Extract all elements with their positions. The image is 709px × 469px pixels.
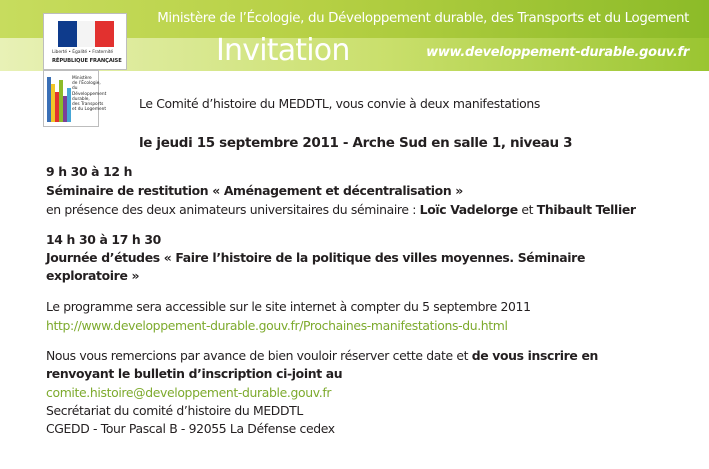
person-vadelorge: Loïc Vadelorge bbox=[419, 202, 518, 217]
email-link[interactable]: comite.histoire@developpement-durable.gouv.fr bbox=[46, 385, 332, 400]
closing-line2: renvoyant le bulletin d’inscription ci-joint au bbox=[46, 366, 343, 381]
event-date: le jeudi 15 septembre 2011 - Arche Sud en salle 1, niveau 3 bbox=[139, 135, 573, 151]
closing-normal: Nous vous remercions par avance de bien vouloir réserver cette date et bbox=[46, 348, 472, 363]
flag-red bbox=[95, 21, 114, 47]
program-link[interactable]: http://www.developpement-durable.gouv.fr/Prochaines-manifestations-du.html bbox=[46, 318, 508, 333]
intro-text: Le Comité d’histoire du MEDDTL, vous convie à deux manifestations bbox=[139, 96, 541, 111]
republique-francaise-logo bbox=[43, 13, 127, 70]
event1-title: Séminaire de restitution « Aménagement et décentralisation » bbox=[46, 183, 463, 198]
presence-conjunction: et bbox=[517, 202, 537, 217]
logo-motto: Liberté • Égalité • Fraternité bbox=[52, 50, 114, 55]
secretariat-text: Secrétariat du comité d’histoire du MEDDTL bbox=[46, 403, 303, 418]
presence-prefix: en présence des deux animateurs universitaires du séminaire : bbox=[46, 202, 420, 217]
ministry-name: Ministère de l’Écologie, du Développement durable, des Transports et du Logement bbox=[157, 11, 689, 26]
closing-line1 bbox=[46, 348, 598, 363]
website-link[interactable]: www.developpement-durable.gouv.fr bbox=[426, 45, 689, 60]
ministry-logo bbox=[43, 70, 107, 127]
page-title: Invitation bbox=[216, 33, 350, 68]
closing-bold: de vous inscrire en bbox=[471, 348, 598, 363]
event1-presence bbox=[46, 202, 636, 217]
logo-republic-name: RÉPUBLIQUE FRANÇAISE bbox=[52, 58, 122, 64]
logo-line: de l’Écologie, bbox=[72, 81, 101, 87]
event2-time: 14 h 30 à 17 h 30 bbox=[46, 232, 161, 247]
event1-time: 9 h 30 à 12 h bbox=[46, 164, 133, 179]
address-text: CGEDD - Tour Pascal B - 92055 La Défense cedex bbox=[46, 421, 335, 436]
flag-white bbox=[77, 21, 96, 47]
french-flag-icon bbox=[58, 21, 114, 47]
event2-title-line2: exploratoire » bbox=[46, 268, 140, 283]
logo-line: du Développement bbox=[72, 86, 107, 97]
logo-line: durable, bbox=[72, 96, 90, 102]
flag-blue bbox=[58, 21, 77, 47]
program-text: Le programme sera accessible sur le site internet à compter du 5 septembre 2011 bbox=[46, 299, 531, 314]
logo-line: des Transports bbox=[72, 102, 104, 108]
logo-line: Ministère bbox=[72, 76, 92, 81]
logo-bar-6 bbox=[67, 88, 71, 122]
event2-title-line1: Journée d’études « Faire l’histoire de la politique des villes moyennes. Séminaire bbox=[46, 250, 585, 265]
ministry-logo-text bbox=[72, 76, 106, 112]
person-tellier: Thibault Tellier bbox=[536, 202, 636, 217]
logo-line: et du Logement bbox=[72, 107, 107, 113]
